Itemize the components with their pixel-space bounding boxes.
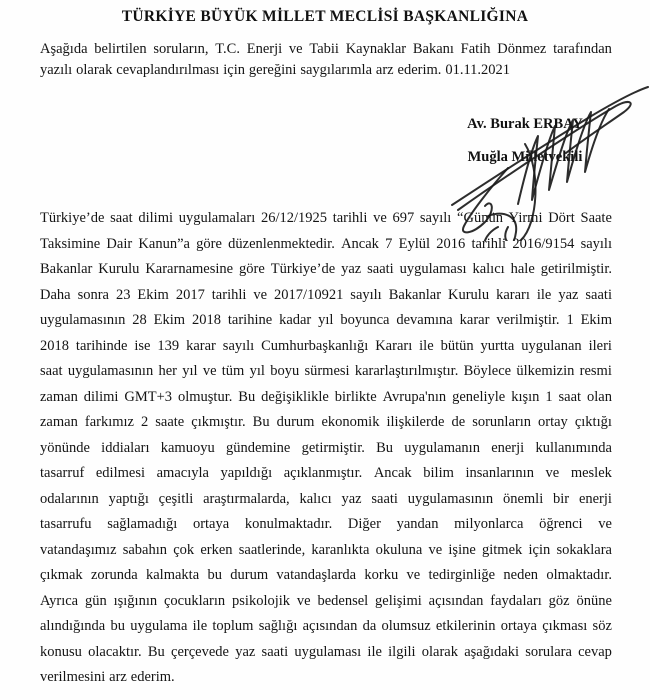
word: söz [592,618,612,634]
word: 2018 [191,312,221,328]
word: tarihine [227,312,273,328]
word: kamuoyu [160,439,215,456]
word: tasarrufu [40,516,92,532]
word: boyu [270,363,300,379]
text-line [40,410,612,436]
word: göre [239,261,265,277]
word: korku [364,567,399,583]
word: da [362,618,377,634]
word: uygulamasının [67,363,154,379]
word: yurtta [480,337,515,354]
word: arz [109,669,127,685]
word: durum [230,567,269,583]
word: enerji [578,490,612,507]
word: Ekim [153,312,186,328]
word: Taksimine [40,235,101,252]
word: Ancak [373,465,412,481]
word: tarihli [332,210,368,226]
word: kalıcı [299,490,332,507]
word: bütün [440,337,474,354]
text-line [40,359,612,385]
word: 2016 [436,235,466,252]
word: yaz [235,643,256,660]
word: Ekim [580,312,612,328]
word: saatlerinde, [238,541,306,558]
word: kışın [511,388,540,405]
word: soruların, [153,41,209,57]
word: uygulaması [294,643,362,660]
word: sayılı [350,286,382,303]
word: devamına [396,312,453,328]
word: 23 [115,286,131,303]
word: açısından [302,618,358,634]
word: kullanımında [535,439,612,456]
word: dilimi [138,210,174,226]
word: ve [202,363,217,379]
text-line [40,385,612,411]
word: farkımız [84,414,134,430]
word: Bu [252,414,270,430]
word: karanlıkta [311,541,370,558]
word: zaman [40,414,78,430]
word: kararlaştırılmıştır. [354,363,459,379]
word: faydaları [490,592,542,609]
word: çerçevede [171,643,229,660]
word: Eylül [398,235,431,252]
word: uygulama [130,618,188,634]
word: saygılarımla [300,62,372,78]
word: arz [375,62,394,78]
word: yapıldığı [220,465,273,481]
word: yıl [318,312,334,328]
word: ile [536,286,552,303]
word: için [528,541,551,558]
word: 7 [385,235,393,252]
word: değişiklikle [261,388,329,405]
word: uygulamasının [40,312,126,328]
word: Bu [147,643,165,660]
word: 1 [566,312,574,328]
word: Ayrıca [40,592,79,609]
word: edilmesi [95,465,146,481]
text-line [40,538,612,564]
word: Ekim [137,286,169,303]
word: ederim. [397,62,442,78]
word: 2017 [175,286,205,303]
word: açıklanmıştır. [283,465,363,481]
word: çıkmıştır. [191,414,246,430]
text-line [40,206,612,232]
word: etkilerinin [435,618,496,634]
word: gün [84,592,107,609]
word: önüne [576,592,612,609]
word: 01.11.2021 [445,62,511,78]
word: ilgili [388,643,416,660]
word: ve [428,541,443,558]
word: T.C. [215,41,240,57]
word: getirmiştir. [301,439,365,456]
word: olarak [421,643,458,660]
word: sayılı [419,210,452,226]
word: konusu [40,643,82,660]
word: Dört [548,210,575,226]
word: ile [419,337,434,354]
word: çocukların [163,592,226,609]
text-line [40,60,612,81]
word: Cumhurbaşkanlığı [261,337,369,354]
word: Kararı [375,337,413,354]
word: ortaya [500,618,537,634]
text-line [40,39,612,60]
word: ve [253,286,268,303]
word: kararı [496,286,530,303]
text-line [40,487,612,513]
word: Yirmi [508,210,543,226]
word: meslek [570,465,612,481]
word: Kaynaklar [345,41,407,57]
word: ve [288,41,303,57]
word: enerji [491,439,525,456]
word: ortaya [192,516,230,532]
word: GMT+3 [124,388,173,405]
text-line [40,334,612,360]
word: bedensel [317,592,369,609]
word: okuluna [375,541,423,558]
word: tarihli [471,235,507,252]
text-line [40,614,612,640]
word: işine [448,541,476,558]
word: Ancak [341,235,379,252]
word: Diğer [347,516,381,532]
word: hale [510,261,535,277]
word: 28 [132,312,147,328]
word: boyunca [340,312,390,328]
word: sağlamadığı [107,516,178,532]
word: yıl [182,363,198,379]
intro-paragraph [40,39,612,81]
word: saati [367,261,394,277]
word: gelişimi [375,592,422,609]
word: tüm [221,363,245,379]
word: yaz [558,286,579,303]
word: göre [196,235,222,252]
word: ile [367,643,382,660]
word: tedirginliğe [428,567,496,583]
word: olacaktır. [88,643,142,660]
word: uygulanan [521,337,582,354]
word: yandan [396,516,439,532]
word: aşağıdaki [464,643,519,660]
word: 2016/9154 [512,235,575,252]
word: 2017/10921 [274,286,344,303]
word: belirtilen [94,41,147,57]
word: gereğini [248,62,297,78]
word: birlikte [334,388,377,405]
word: kalmakta [145,567,200,583]
word: sayılı [222,337,255,354]
text-line [40,308,612,334]
word: sorunların [472,414,531,430]
word: 2018 [40,337,69,354]
word: zorunda [90,567,138,583]
word: verilmesini [40,669,106,685]
word: iddiaları [101,439,150,456]
word: sürmesi [304,363,350,379]
word: ilişkilerde [386,414,445,430]
word: sabahın [122,541,168,558]
word: Daha [40,286,71,303]
word: sorulara [525,643,572,660]
word: geneliyle [452,388,506,405]
word: uygulamanın [404,439,480,456]
word: 1 [545,388,553,405]
word: Kanun”a [138,235,190,252]
word: Böylece [463,363,512,379]
word: 26/12/1925 [260,210,328,226]
word: yazılı [40,62,73,78]
word: çeşitli [158,490,194,507]
word: saati [261,643,289,660]
word: Enerji [246,41,283,57]
word: ekonomik [321,414,380,430]
text-line [40,283,612,309]
word: Aşağıda [40,41,88,57]
word: göz [548,592,570,609]
signatory-name: Av. Burak ERBAY [467,116,583,132]
word: önemli [502,490,544,507]
word: gitmek [482,541,523,558]
word: vatandaşımız [40,541,117,558]
word: Bu [238,388,256,405]
text-line [40,640,612,666]
word: çıkmak [40,567,83,583]
word: 139 [157,337,180,354]
word: ile [192,618,208,634]
text-line [40,512,612,538]
word: yıl [249,363,265,379]
word: kadar [279,312,312,328]
word: bir [553,490,570,507]
word: sonra [77,286,109,303]
word: ışığının [113,592,158,609]
word: araştırmalarda, [203,490,290,507]
word: yaz [341,490,362,507]
word: gündemine [225,439,291,456]
word: neden [503,567,539,583]
word: erken [200,541,233,558]
word: sayılı [580,235,612,252]
word: bilim [423,465,454,481]
word: Bakanlar [388,286,442,303]
text-line [40,461,612,487]
word: tarihinde [75,337,128,354]
word: Bakanı [412,41,454,57]
word: insanlarının [465,465,534,481]
word: Türkiye’de [40,210,105,226]
word: Tabii [309,41,339,57]
text-line [40,563,612,589]
word: uygulamaları [178,210,256,226]
word: olmaktadır. [546,567,612,583]
word: Saate [580,210,612,226]
word: ve [296,592,311,609]
word: odalarının [40,490,99,507]
word: Kararnamesine [145,261,234,277]
word: kalıcı [472,261,505,277]
word: Dönmez [497,41,547,57]
text-line [40,665,612,691]
signatory-role: Muğla Milletvekili [467,149,583,165]
word: öğrenci [539,516,583,532]
word: ülkemizin [516,363,575,379]
word: yönünde [40,439,90,456]
word: 697 [392,210,415,226]
word: Kurulu [448,286,490,303]
word: konulmaktadır. [244,516,333,532]
word: milyonlarca [454,516,524,532]
word: karar [186,337,216,354]
word: toplum [212,618,254,634]
word: sağlığı [258,618,298,634]
word: Avrupa'nın [382,388,447,405]
word: alındığında [40,618,106,634]
word: çıktığı [574,414,612,430]
word: olumsuz [381,618,431,634]
word: saat [110,210,133,226]
document-title: TÜRKİYE BÜYÜK MİLLET MECLİSİ BAŞKANLIĞINA [121,8,529,25]
word: her [158,363,177,379]
word: ve [598,516,612,532]
word: Türkiye’de [270,261,336,277]
word: durum [276,414,315,430]
word: de [451,414,466,430]
word: ileri [588,337,612,354]
word: vatandaşlarda [276,567,357,583]
word: için [223,62,245,78]
word: çıkması [542,618,588,634]
signatory-block [450,115,600,166]
word: olmuştur. [177,388,233,405]
word: yaptığı [108,490,149,507]
word: çok [173,541,195,558]
word: 2 [141,414,149,430]
word: tarihli [211,286,247,303]
word: ederim. [130,669,175,685]
word: saat [40,363,63,379]
word: Fatih [460,41,491,57]
word: saate [155,414,185,430]
body-paragraph [40,206,612,691]
word: ise [134,337,151,354]
word: amacıyla [156,465,209,481]
word: yaz [341,261,362,277]
text-line [40,589,612,615]
word: verilmiştir. [496,312,560,328]
word: olan [587,388,612,405]
word: saati [371,490,398,507]
word: ve [545,465,560,481]
word: cevaplandırılması [116,62,220,78]
text-line [40,232,612,258]
word: bu [110,618,125,634]
word: uygulamasının [407,490,494,507]
word: ortay [538,414,568,430]
word: uygulaması [399,261,467,277]
text-line [40,257,612,283]
word: Bakanlar [40,261,93,277]
word: getirilmiştir. [540,261,612,277]
word: tarafından [553,41,612,57]
word: karar [459,312,490,328]
word: resmi [579,363,612,379]
word: psikolojik [232,592,291,609]
word: dilimi [83,388,119,405]
word: olarak [76,62,113,78]
word: cevap [578,643,612,660]
word: ve [373,210,387,226]
word: Kurulu [98,261,140,277]
word: “Günün [457,210,503,226]
word: ve [406,567,421,583]
word: saat [558,388,582,405]
word: saati [585,286,612,303]
word: tasarruf [40,465,85,481]
text-line [40,436,612,462]
word: zaman [40,388,78,405]
word: Bu [376,439,393,456]
word: sokaklara [556,541,612,558]
word: bu [207,567,222,583]
word: düzenlenmektedir. [228,235,335,252]
word: açısından [428,592,484,609]
word: Dair [106,235,133,252]
